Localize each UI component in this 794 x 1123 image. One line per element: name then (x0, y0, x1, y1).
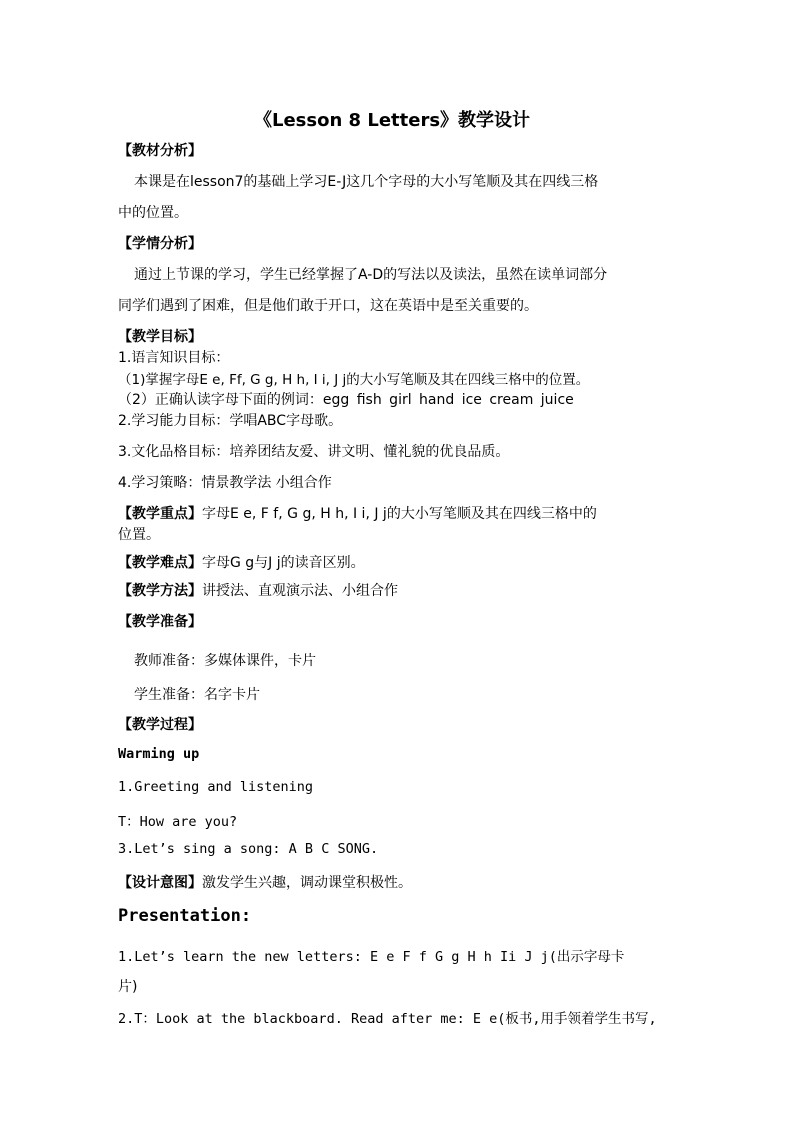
key-points (118, 503, 597, 523)
intent-text: 激发学生兴趣，调动课堂积极性。 (202, 875, 412, 891)
prep-student: 学生准备：名字卡片 (134, 687, 260, 703)
goal-item: 4.学习策略：情景教学法 小组合作 (118, 475, 332, 491)
methods-heading: 【教学方法】 (118, 583, 202, 599)
process-line: 1.Let’s learn the new letters: E e F f G g H h Ii J j(出示字母卡 (118, 949, 625, 965)
goal-item: 3.文化品格目标：培养团结友爱、讲文明、懂礼貌的优良品质。 (118, 444, 510, 460)
students-heading: 【学情分析】 (118, 236, 202, 252)
goal-item: 2.学习能力目标：学唱ABC字母歌。 (118, 413, 343, 429)
goal-item: 1.语言知识目标： (118, 350, 230, 366)
students-text: 通过上节课的学习，学生已经掌握了A-D的写法以及读法，虽然在读单词部分 (134, 267, 608, 283)
difficulty (118, 552, 365, 572)
key-text: 字母E e, F f, G g, H h, I i, J j的大小写笔顺及其在四线三格中的 (202, 506, 597, 522)
textbook-text: 本课是在lesson7的基础上学习E-J这几个字母的大小写笔顺及其在四线三格 (134, 174, 599, 190)
textbook-heading: 【教材分析】 (118, 143, 202, 159)
key-text: 位置。 (118, 527, 160, 543)
presentation-heading: Presentation: (118, 906, 252, 926)
process-line: 1.Greeting and listening (118, 779, 314, 795)
process-line: 2.T：Look at the blackboard. Read after me: E e(板书,用手领着学生书写, (118, 1011, 657, 1027)
warming-up-heading: Warming up (118, 746, 200, 762)
page-title: 《Lesson 8 Letters》教学设计 (254, 110, 531, 131)
difficulty-text: 字母G g与J j的读音区别。 (202, 555, 365, 571)
process-line: 片) (118, 979, 138, 995)
design-intent (118, 872, 412, 892)
goal-item: （2）正确认读字母下面的例词：egg fish girl hand ice cream juice (118, 392, 574, 408)
key-heading: 【教学重点】 (118, 506, 202, 522)
process-heading: 【教学过程】 (118, 717, 202, 733)
intent-heading: 【设计意图】 (118, 875, 202, 891)
methods (118, 580, 398, 600)
goals-heading: 【教学目标】 (118, 329, 202, 345)
prep-heading: 【教学准备】 (118, 614, 202, 630)
textbook-text: 中的位置。 (118, 205, 188, 221)
methods-text: 讲授法、直观演示法、小组合作 (202, 583, 398, 599)
goal-item: （1)掌握字母E e, Ff, G g, H h, I i, J j的大小写笔顺及其在四线三格中的位置。 (118, 372, 590, 388)
students-text: 同学们遇到了困难，但是他们敢于开口，这在英语中是至关重要的。 (118, 298, 538, 314)
process-line: T：How are you? (118, 814, 238, 830)
difficulty-heading: 【教学难点】 (118, 555, 202, 571)
process-line: 3.Let’s sing a song: A B C SONG. (118, 841, 379, 857)
prep-teacher: 教师准备：多媒体课件，卡片 (134, 653, 316, 669)
